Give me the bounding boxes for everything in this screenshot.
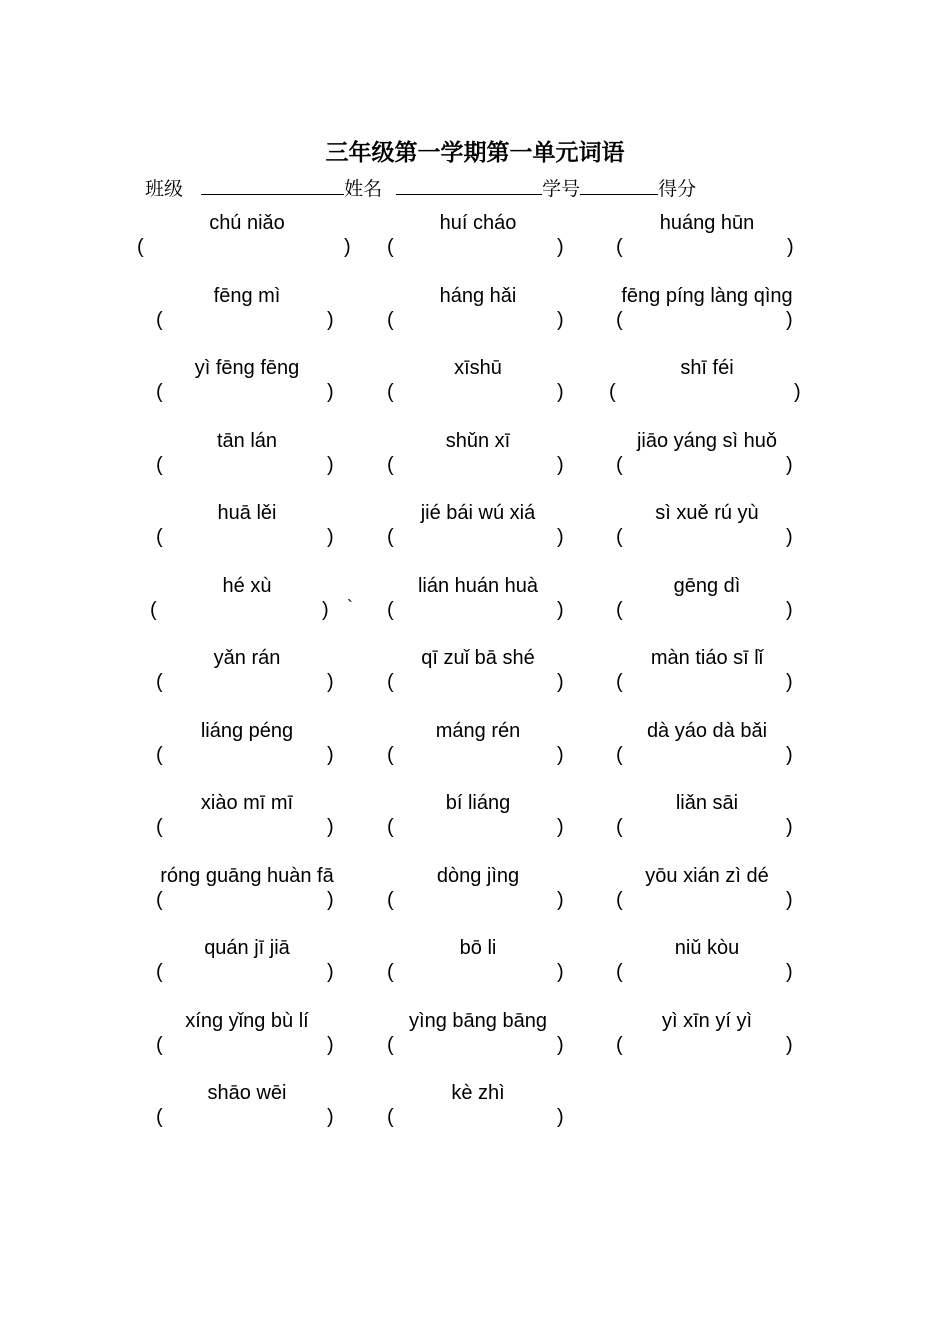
page-title: 三年级第一学期第一单元词语	[325, 140, 625, 166]
close-paren: )	[557, 236, 564, 258]
close-paren: )	[786, 961, 793, 983]
close-paren: )	[327, 961, 334, 983]
open-paren: (	[156, 308, 163, 331]
close-paren: )	[344, 236, 351, 258]
pinyin-text: bō li	[459, 937, 497, 959]
pinyin-text: yōu xián zì dé	[645, 864, 769, 887]
name-label: 姓名	[344, 178, 383, 200]
answer-blank[interactable]	[627, 889, 785, 913]
pinyin-text: xīshū	[454, 357, 502, 379]
close-paren: )	[327, 308, 334, 331]
close-paren: )	[557, 1106, 564, 1128]
answer-blank[interactable]	[627, 236, 786, 260]
close-paren: )	[786, 816, 793, 838]
score-label: 得分	[658, 178, 697, 200]
close-paren: )	[786, 526, 793, 548]
close-paren: )	[327, 816, 334, 838]
close-paren: )	[327, 1033, 334, 1056]
close-paren: )	[557, 453, 564, 476]
open-paren: (	[156, 743, 163, 766]
pinyin-text: liǎn sāi	[675, 792, 739, 814]
answer-blank[interactable]	[167, 1034, 326, 1058]
close-paren: )	[557, 308, 564, 331]
open-paren: (	[387, 598, 394, 621]
class-label: 班级	[145, 178, 184, 200]
pinyin-text: fēng mì	[213, 284, 281, 307]
pinyin-text: dà yáo dà bǎi	[646, 719, 768, 742]
pinyin-text: màn tiáo sī lǐ	[650, 647, 764, 669]
pinyin-text: yì fēng fēng	[194, 357, 300, 379]
pinyin-text: kè zhì	[451, 1082, 505, 1104]
close-paren: )	[557, 816, 564, 838]
answer-blank[interactable]	[167, 816, 326, 840]
answer-blank[interactable]	[398, 1034, 556, 1058]
answer-blank[interactable]	[398, 744, 556, 768]
open-paren: (	[387, 453, 394, 476]
open-paren: (	[616, 526, 623, 548]
answer-blank[interactable]	[398, 381, 556, 405]
answer-blank[interactable]	[167, 889, 326, 913]
pinyin-text: shǔn xī	[445, 429, 511, 452]
answer-blank[interactable]	[167, 744, 326, 768]
answer-blank[interactable]	[398, 309, 556, 333]
answer-blank[interactable]	[167, 526, 326, 550]
open-paren: (	[156, 453, 163, 476]
close-paren: )	[786, 888, 793, 911]
answer-blank[interactable]	[167, 381, 326, 405]
close-paren: )	[327, 671, 334, 693]
answer-blank[interactable]	[398, 671, 556, 695]
pinyin-text: xíng yǐng bù lí	[185, 1009, 309, 1032]
answer-blank[interactable]	[627, 816, 785, 840]
pinyin-text: yǎn rán	[213, 647, 281, 669]
stray-mark: `	[347, 596, 353, 617]
pinyin-text: lián huán huà	[417, 574, 539, 597]
answer-blank[interactable]	[627, 671, 785, 695]
close-paren: )	[327, 453, 334, 476]
pinyin-text: niǔ kòu	[674, 937, 740, 959]
open-paren: (	[150, 598, 157, 621]
answer-blank[interactable]	[627, 744, 785, 768]
close-paren: )	[786, 308, 793, 331]
close-paren: )	[786, 598, 793, 621]
close-paren: )	[557, 961, 564, 983]
answer-blank[interactable]	[398, 236, 556, 260]
pinyin-text: qī zuǐ bā shé	[421, 647, 535, 669]
close-paren: )	[557, 1033, 564, 1056]
pinyin-text: yìng bāng bāng	[409, 1009, 547, 1032]
open-paren: (	[156, 888, 163, 911]
open-paren: (	[387, 236, 394, 258]
pinyin-text: liáng péng	[200, 719, 294, 742]
pinyin-text: quán jī jiā	[204, 937, 290, 959]
open-paren: (	[387, 526, 394, 548]
answer-blank[interactable]	[627, 1034, 785, 1058]
answer-blank[interactable]	[398, 1106, 556, 1130]
pinyin-text: chú niǎo	[209, 212, 285, 234]
pinyin-text: hé xù	[222, 574, 272, 597]
close-paren: )	[327, 743, 334, 766]
open-paren: (	[609, 381, 616, 403]
open-paren: (	[387, 888, 394, 911]
open-paren: (	[156, 671, 163, 693]
open-paren: (	[156, 816, 163, 838]
open-paren: (	[156, 1033, 163, 1056]
open-paren: (	[387, 1106, 394, 1128]
close-paren: )	[786, 671, 793, 693]
answer-blank[interactable]	[167, 961, 326, 985]
pinyin-text: sì xuě rú yù	[655, 502, 759, 524]
open-paren: (	[616, 1033, 623, 1056]
open-paren: (	[387, 1033, 394, 1056]
close-paren: )	[557, 381, 564, 403]
close-paren: )	[786, 453, 793, 476]
pinyin-text: bí liáng	[445, 792, 511, 814]
open-paren: (	[616, 671, 623, 693]
answer-blank[interactable]	[398, 889, 556, 913]
answer-blank[interactable]	[398, 454, 556, 478]
open-paren: (	[616, 888, 623, 911]
open-paren: (	[137, 236, 144, 258]
open-paren: (	[387, 671, 394, 693]
answer-blank[interactable]	[167, 454, 326, 478]
open-paren: (	[616, 816, 623, 838]
open-paren: (	[616, 743, 623, 766]
answer-blank[interactable]	[627, 599, 785, 623]
open-paren: (	[387, 743, 394, 766]
close-paren: )	[557, 743, 564, 766]
pinyin-text: huā lěi	[217, 502, 277, 524]
pinyin-text: xiào mī mī	[200, 792, 294, 814]
answer-blank[interactable]	[148, 236, 343, 260]
close-paren: )	[557, 671, 564, 693]
answer-blank[interactable]	[627, 526, 785, 550]
close-paren: )	[557, 598, 564, 621]
pinyin-text: róng guāng huàn fā	[160, 864, 334, 887]
pinyin-text: jiāo yáng sì huǒ	[636, 429, 778, 452]
answer-blank[interactable]	[398, 961, 556, 985]
answer-blank[interactable]	[620, 381, 793, 405]
open-paren: (	[387, 961, 394, 983]
pinyin-text: shī féi	[680, 357, 734, 379]
answer-blank[interactable]	[398, 816, 556, 840]
open-paren: (	[387, 308, 394, 331]
pinyin-text: huáng hūn	[659, 212, 755, 234]
open-paren: (	[616, 308, 623, 331]
pinyin-text: huí cháo	[439, 212, 517, 234]
pinyin-text: tān lán	[216, 429, 278, 452]
answer-blank[interactable]	[627, 454, 785, 478]
close-paren: )	[786, 743, 793, 766]
answer-blank[interactable]	[161, 599, 321, 623]
answer-blank[interactable]	[398, 526, 556, 550]
open-paren: (	[387, 816, 394, 838]
open-paren: (	[156, 381, 163, 403]
pinyin-text: háng hǎi	[439, 284, 517, 307]
close-paren: )	[322, 598, 329, 621]
pinyin-text: dòng jìng	[436, 864, 520, 887]
open-paren: (	[616, 453, 623, 476]
open-paren: (	[616, 598, 623, 621]
open-paren: (	[156, 1106, 163, 1128]
pinyin-text: yì xīn yí yì	[661, 1009, 753, 1032]
answer-blank[interactable]	[167, 1106, 326, 1130]
close-paren: )	[794, 381, 801, 403]
close-paren: )	[327, 888, 334, 911]
open-paren: (	[156, 526, 163, 548]
close-paren: )	[327, 526, 334, 548]
open-paren: (	[156, 961, 163, 983]
close-paren: )	[787, 236, 794, 258]
close-paren: )	[557, 526, 564, 548]
pinyin-text: shāo wēi	[207, 1082, 287, 1104]
open-paren: (	[616, 961, 623, 983]
pinyin-text: fēng píng làng qìng	[621, 284, 793, 307]
pinyin-text: gēng dì	[673, 574, 741, 597]
close-paren: )	[557, 888, 564, 911]
answer-blank[interactable]	[627, 961, 785, 985]
answer-blank[interactable]	[167, 309, 326, 333]
close-paren: )	[327, 381, 334, 403]
close-paren: )	[327, 1106, 334, 1128]
answer-blank[interactable]	[398, 599, 556, 623]
answer-blank[interactable]	[627, 309, 785, 333]
number-label: 学号	[542, 178, 581, 200]
open-paren: (	[616, 236, 623, 258]
pinyin-text: jié bái wú xiá	[420, 502, 536, 524]
close-paren: )	[786, 1033, 793, 1056]
open-paren: (	[387, 381, 394, 403]
pinyin-text: máng rén	[435, 719, 521, 742]
answer-blank[interactable]	[167, 671, 326, 695]
